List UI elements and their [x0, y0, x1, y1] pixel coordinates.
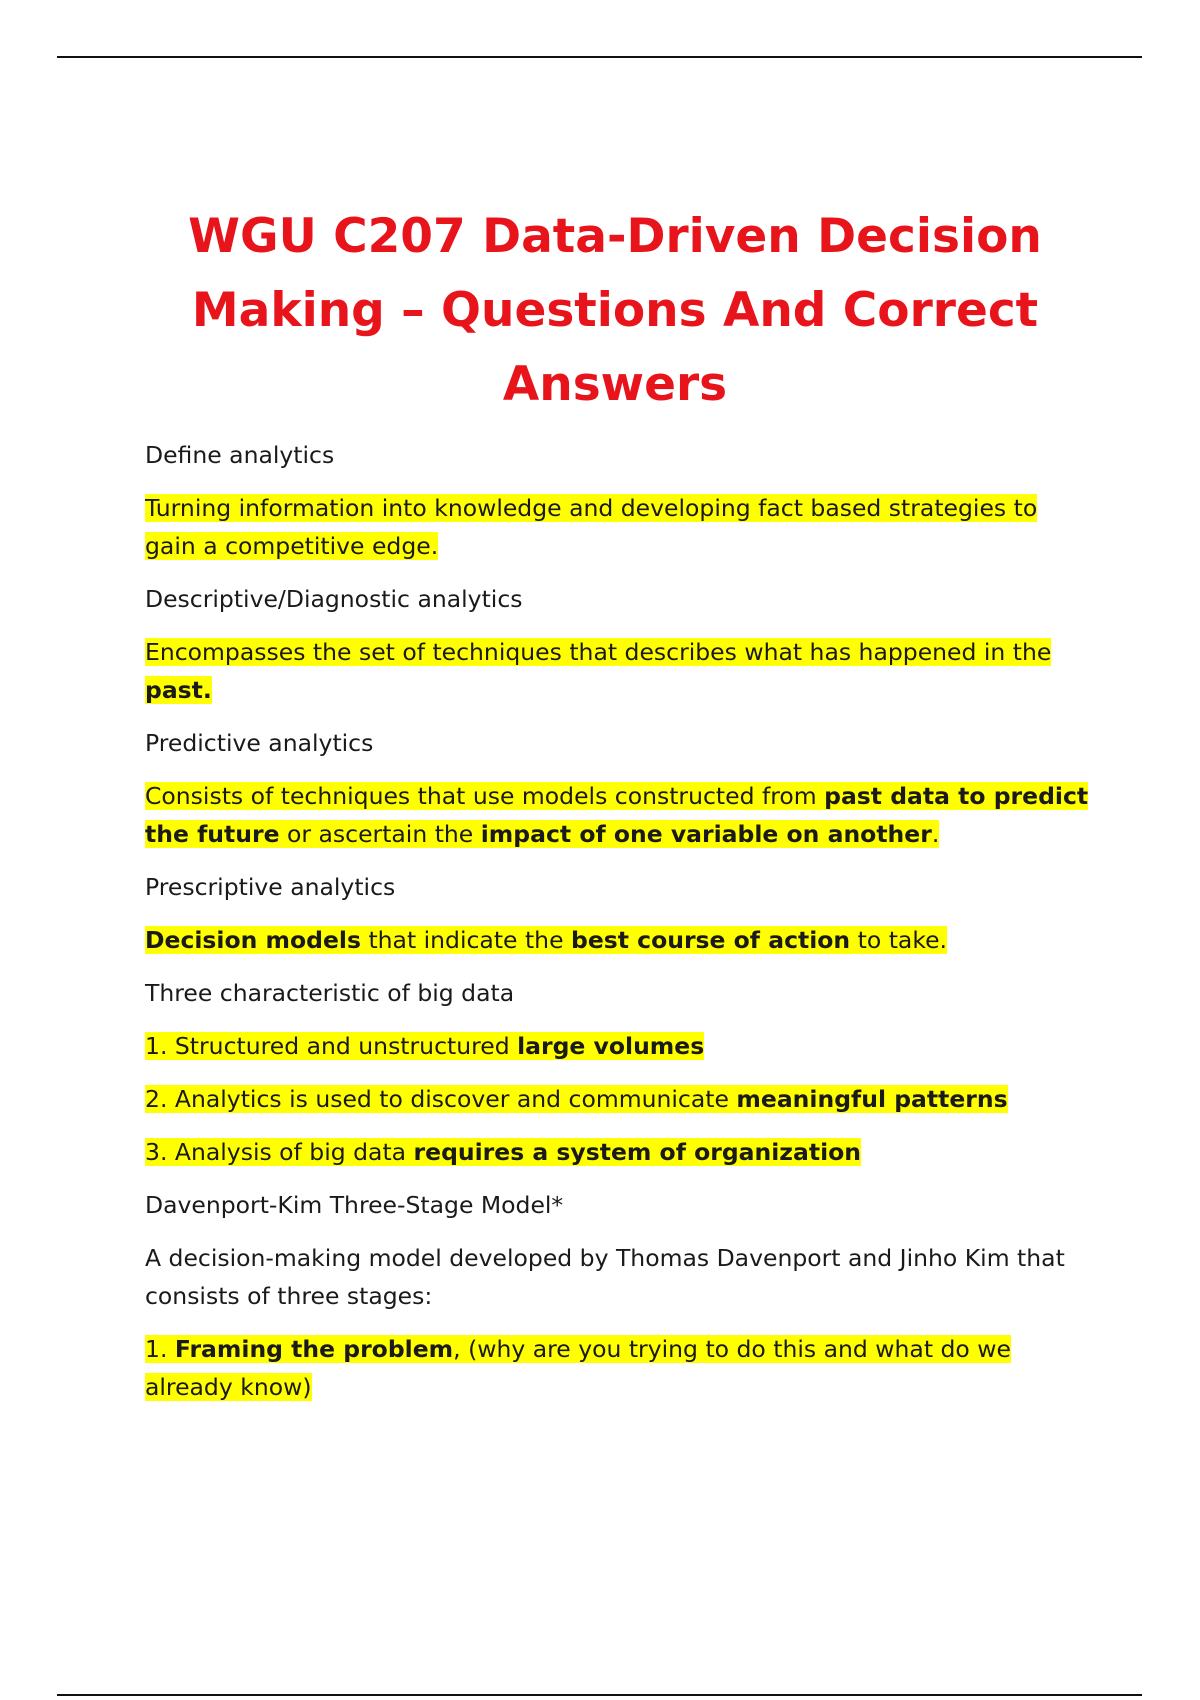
question-text: Predictive analytics	[145, 729, 374, 757]
header-rule	[57, 56, 1142, 58]
answer-segment: 1. Structured and unstructured	[145, 1032, 518, 1060]
qa-content	[145, 436, 1095, 1421]
answer-segment: Turning information into knowledge and developing fact based strategies to gain a competitive edge.	[145, 494, 1038, 560]
question-text: Define analytics	[145, 441, 335, 469]
answer-list-item	[145, 1080, 1095, 1118]
answer-text	[145, 921, 1095, 959]
question-text: Three characteristic of big data	[145, 979, 515, 1007]
answer-segment: 2. Analytics is used to discover and communicate	[145, 1085, 737, 1113]
answer-segment-bold: large volumes	[517, 1032, 705, 1060]
answer-list-item	[145, 1133, 1095, 1171]
answer-segment-bold: past data to predict the future	[145, 782, 1089, 848]
answer-text	[145, 633, 1095, 709]
answer-segment: Consists of techniques that use models constructed from	[145, 782, 825, 810]
answer-segment: Encompasses the set of techniques that describes what has happened in the	[145, 638, 1052, 666]
answer-list-item	[145, 1027, 1095, 1065]
answer-segment-bold: meaningful patterns	[736, 1085, 1008, 1113]
answer-segment: that indicate the	[360, 926, 571, 954]
plain-text: A decision-making model developed by Thomas Davenport and Jinho Kim that consists of three stages:	[145, 1244, 1065, 1310]
document-title: WGU C207 Data-Driven Decision Making – Questions And Correct Answers	[188, 209, 1042, 412]
answer-list-item	[145, 1330, 1095, 1406]
answer-text	[145, 777, 1095, 853]
answer-segment: .	[931, 820, 940, 848]
answer-segment-bold: impact of one variable on another	[480, 820, 932, 848]
footer-rule	[57, 1694, 1142, 1696]
answer-segment: 1.	[145, 1335, 175, 1363]
question-text: Davenport-Kim Three-Stage Model*	[145, 1191, 564, 1219]
answer-segment-bold: Framing the problem	[174, 1335, 454, 1363]
answer-segment: to take.	[850, 926, 948, 954]
question-text: Descriptive/Diagnostic analytics	[145, 585, 523, 613]
answer-segment: 3. Analysis of big data	[145, 1138, 414, 1166]
answer-segment-bold: Decision models	[145, 926, 361, 954]
answer-segment: , (why are you trying to do this and what do we already know)	[145, 1335, 1011, 1401]
answer-segment-bold: requires a system of organization	[413, 1138, 861, 1166]
answer-segment: or ascertain the	[279, 820, 481, 848]
question-text: Prescriptive analytics	[145, 873, 396, 901]
answer-segment-bold: past.	[145, 676, 212, 704]
answer-segment-bold: best course of action	[571, 926, 851, 954]
answer-text	[145, 489, 1095, 565]
